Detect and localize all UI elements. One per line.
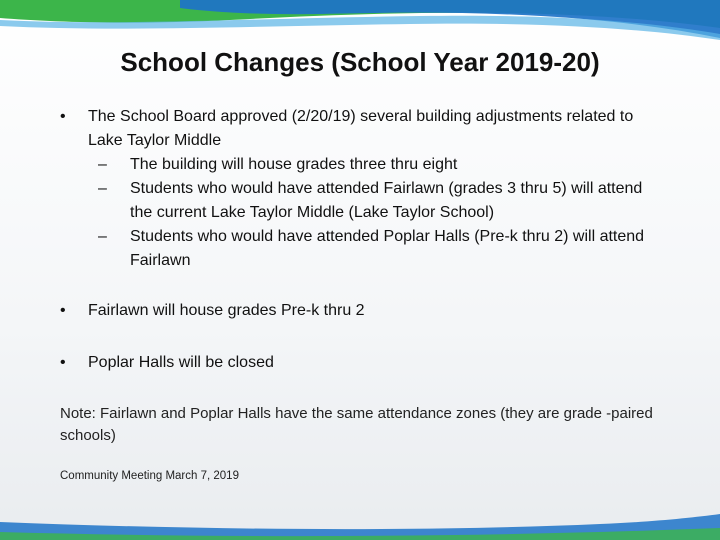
bullet-item (60, 351, 660, 375)
bullet-marker: • (60, 108, 66, 125)
bullet-item (60, 105, 660, 273)
sub-bullet-list (88, 153, 660, 273)
sub-bullet-item (98, 153, 660, 177)
bullet-text: The School Board approved (2/20/19) several building adjustments related to Lake Taylor Middle (88, 108, 634, 149)
page-title: School Changes (School Year 2019-20) (120, 47, 600, 77)
sub-bullet-text: Students who would have attended Poplar Halls (Pre-k thru 2) will attend Fairlawn (130, 228, 645, 269)
sub-bullet-marker: – (98, 180, 107, 197)
footer-text: Community Meeting March 7, 2019 (60, 470, 239, 482)
bullet-list (60, 105, 660, 375)
sub-bullet-marker: – (98, 228, 107, 245)
sub-bullet-item (98, 225, 660, 273)
sub-bullet-item (98, 177, 660, 225)
bottom-decorative-swoosh (0, 480, 720, 540)
sub-bullet-marker: – (98, 156, 107, 173)
bullet-text: Fairlawn will house grades Pre-k thru 2 (88, 302, 365, 319)
bullet-marker: • (60, 354, 66, 371)
sub-bullet-text: The building will house grades three thru eight (130, 156, 458, 173)
bullet-marker: • (60, 302, 66, 319)
bullet-item (60, 299, 660, 323)
note-text: Note: Fairlawn and Poplar Halls have the same attendance zones (they are grade -paired schools) (60, 405, 653, 444)
bullet-text: Poplar Halls will be closed (88, 354, 274, 371)
sub-bullet-text: Students who would have attended Fairlawn (grades 3 thru 5) will attend the current Lake Taylor Middle (Lake Taylor School) (130, 180, 643, 221)
